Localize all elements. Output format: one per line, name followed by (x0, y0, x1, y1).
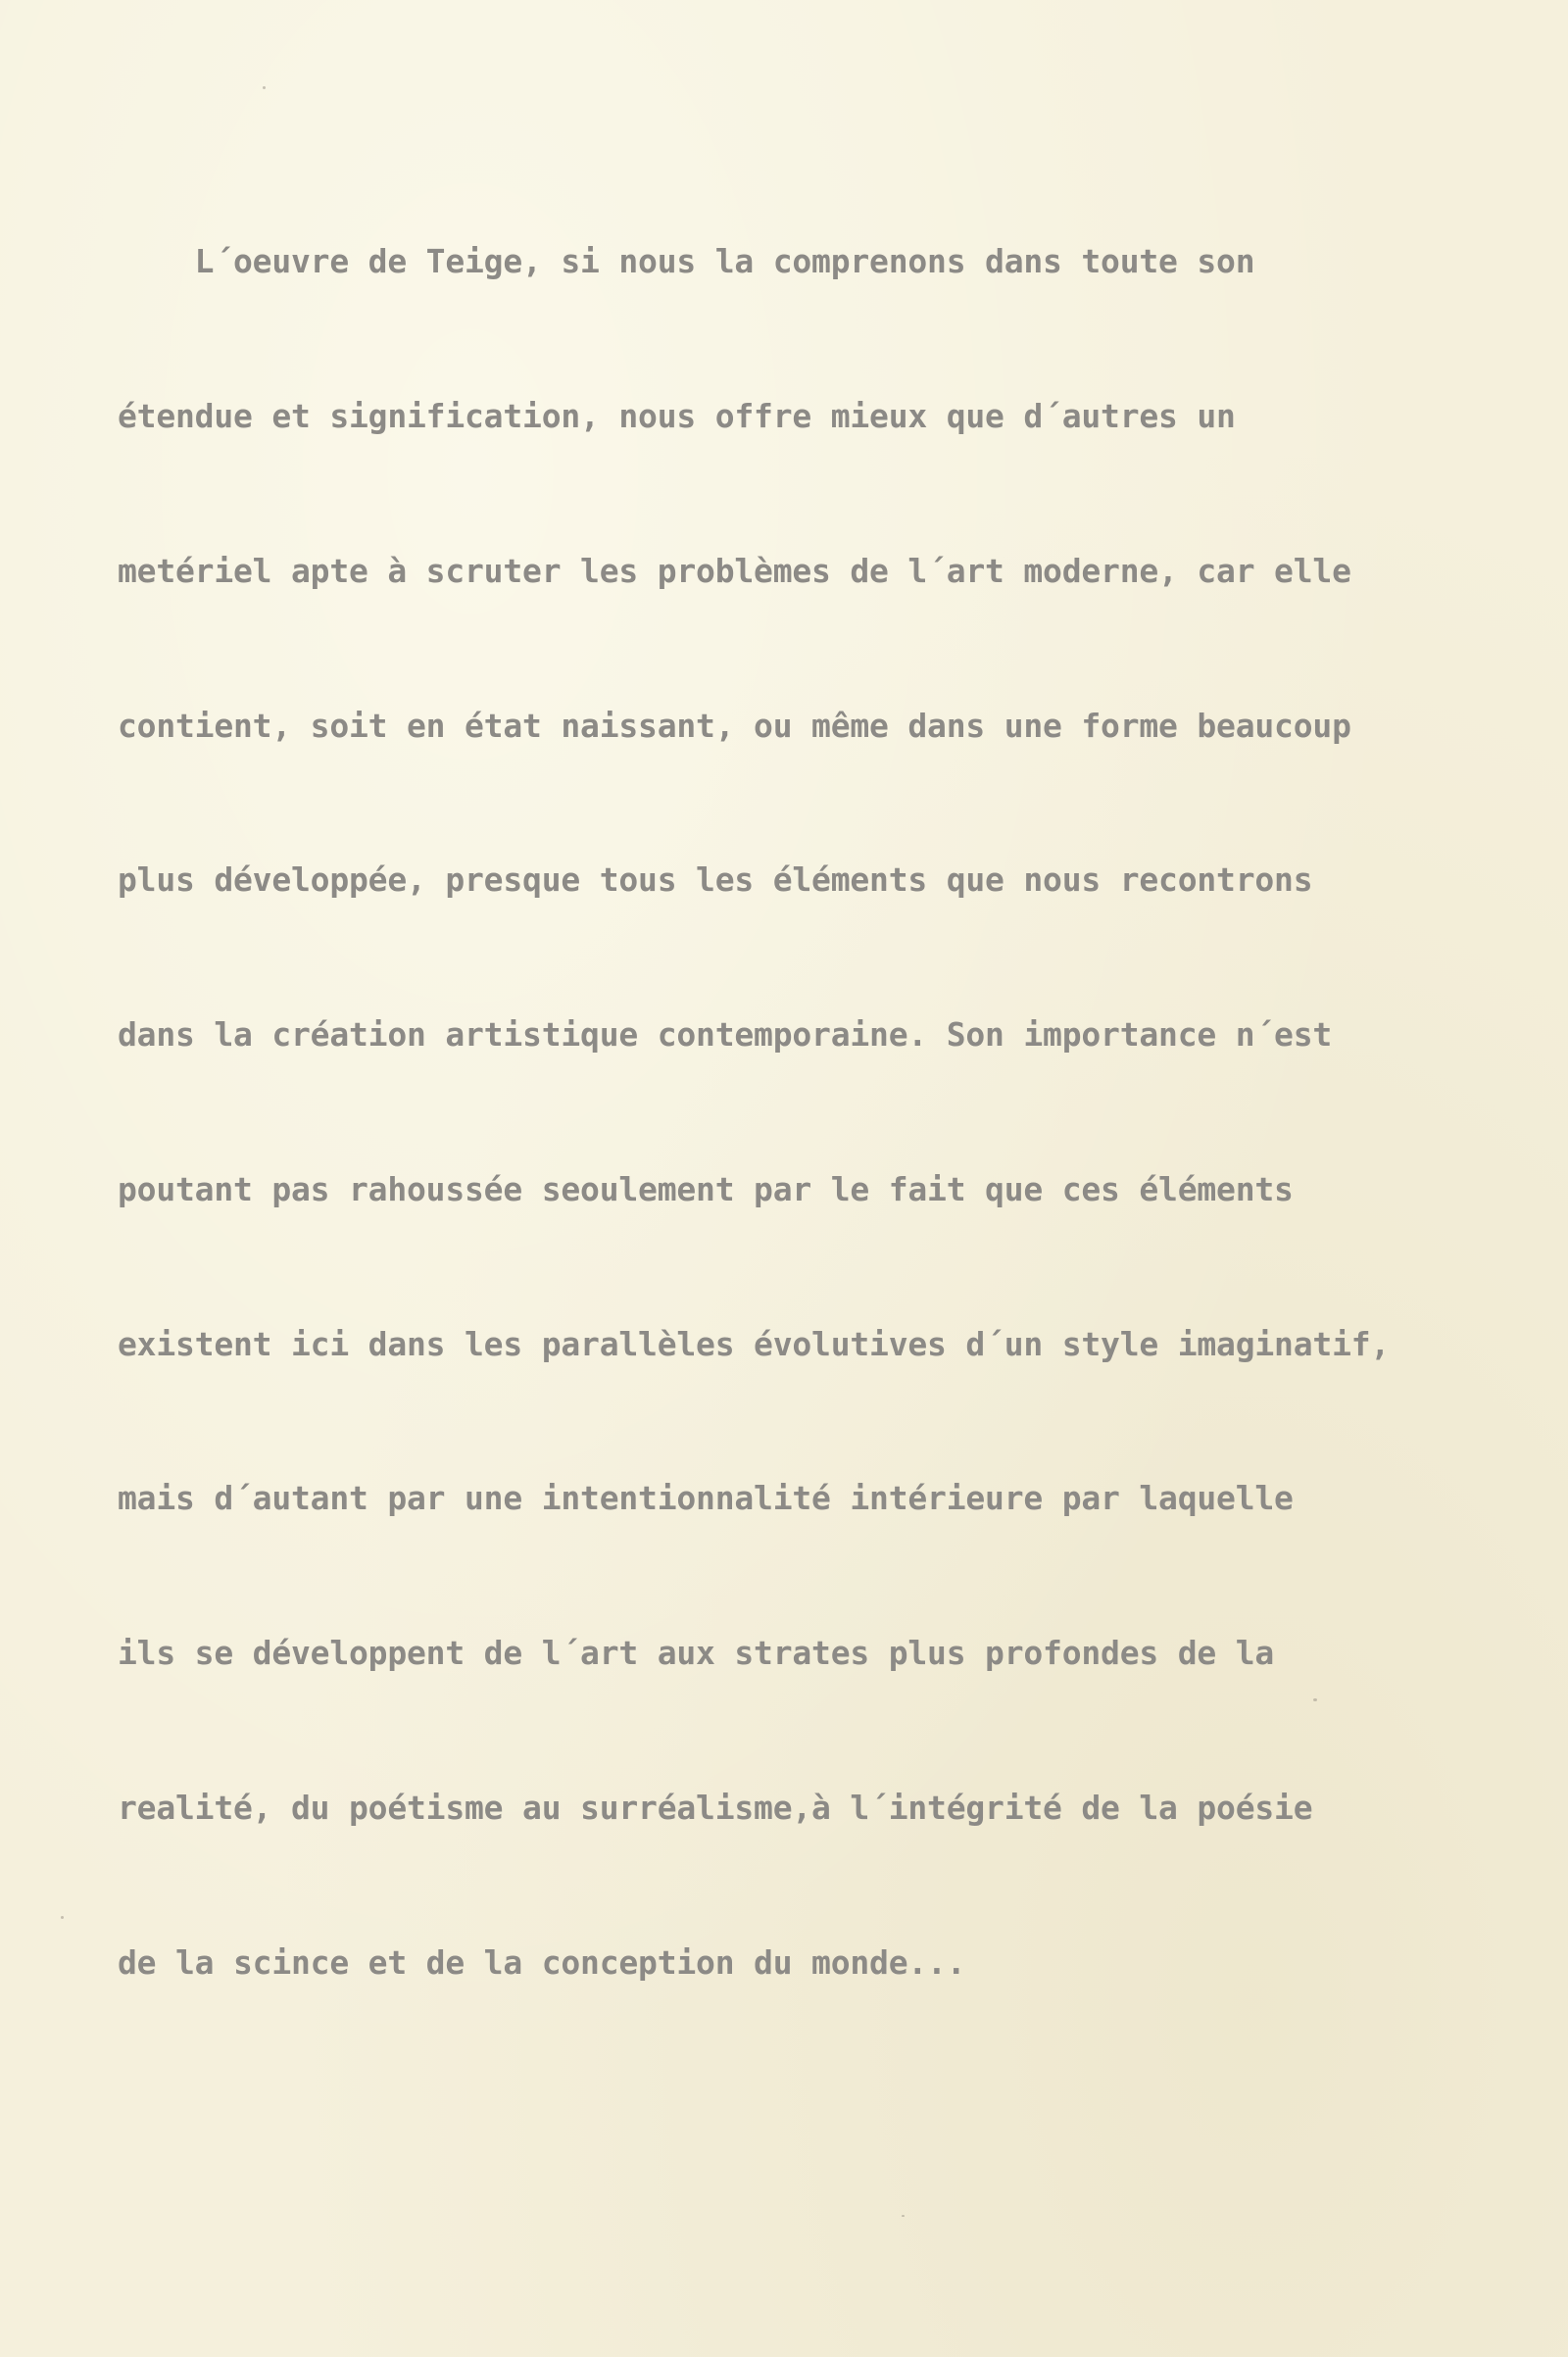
typewritten-paragraph (118, 133, 1529, 2092)
paper-speck (61, 1916, 64, 1919)
text-line-5: plus développée, presque tous les éléments que nous recontrons (118, 860, 1313, 900)
text-line-11: realité, du poétisme au surréalisme,à l´intégrité de la poésie (118, 1789, 1313, 1827)
paper-speck (263, 86, 266, 89)
text-line-6: dans la création artistique contemporaine. Son importance n´est (118, 1015, 1333, 1055)
paper-speck (902, 2215, 905, 2217)
text-line-12: de la scince et de la conception du monde... (118, 1942, 966, 1982)
text-line-9: mais d´autant par une intentionnalité intérieure par laquelle (118, 1479, 1294, 1518)
text-line-3: metériel apte à scruter les problèmes de l´art moderne, car elle (118, 551, 1351, 590)
text-line-7: poutant pas rahoussée seoulement par le fait que ces éléments (118, 1169, 1294, 1208)
text-line-8: existent ici dans les parallèles évolutives d´un style imaginatif, (118, 1324, 1391, 1363)
text-line-1: L´oeuvre de Teige, si nous la comprenons dans toute son (118, 242, 1255, 281)
text-line-4: contient, soit en état naissant, ou même dans une forme beaucoup (118, 706, 1351, 745)
text-line-2: étendue et signification, nous offre mieux que d´autres un (118, 396, 1236, 435)
text-line-10: ils se développent de l´art aux strates plus profondes de la (118, 1634, 1275, 1673)
paper-speck (1313, 1698, 1317, 1701)
